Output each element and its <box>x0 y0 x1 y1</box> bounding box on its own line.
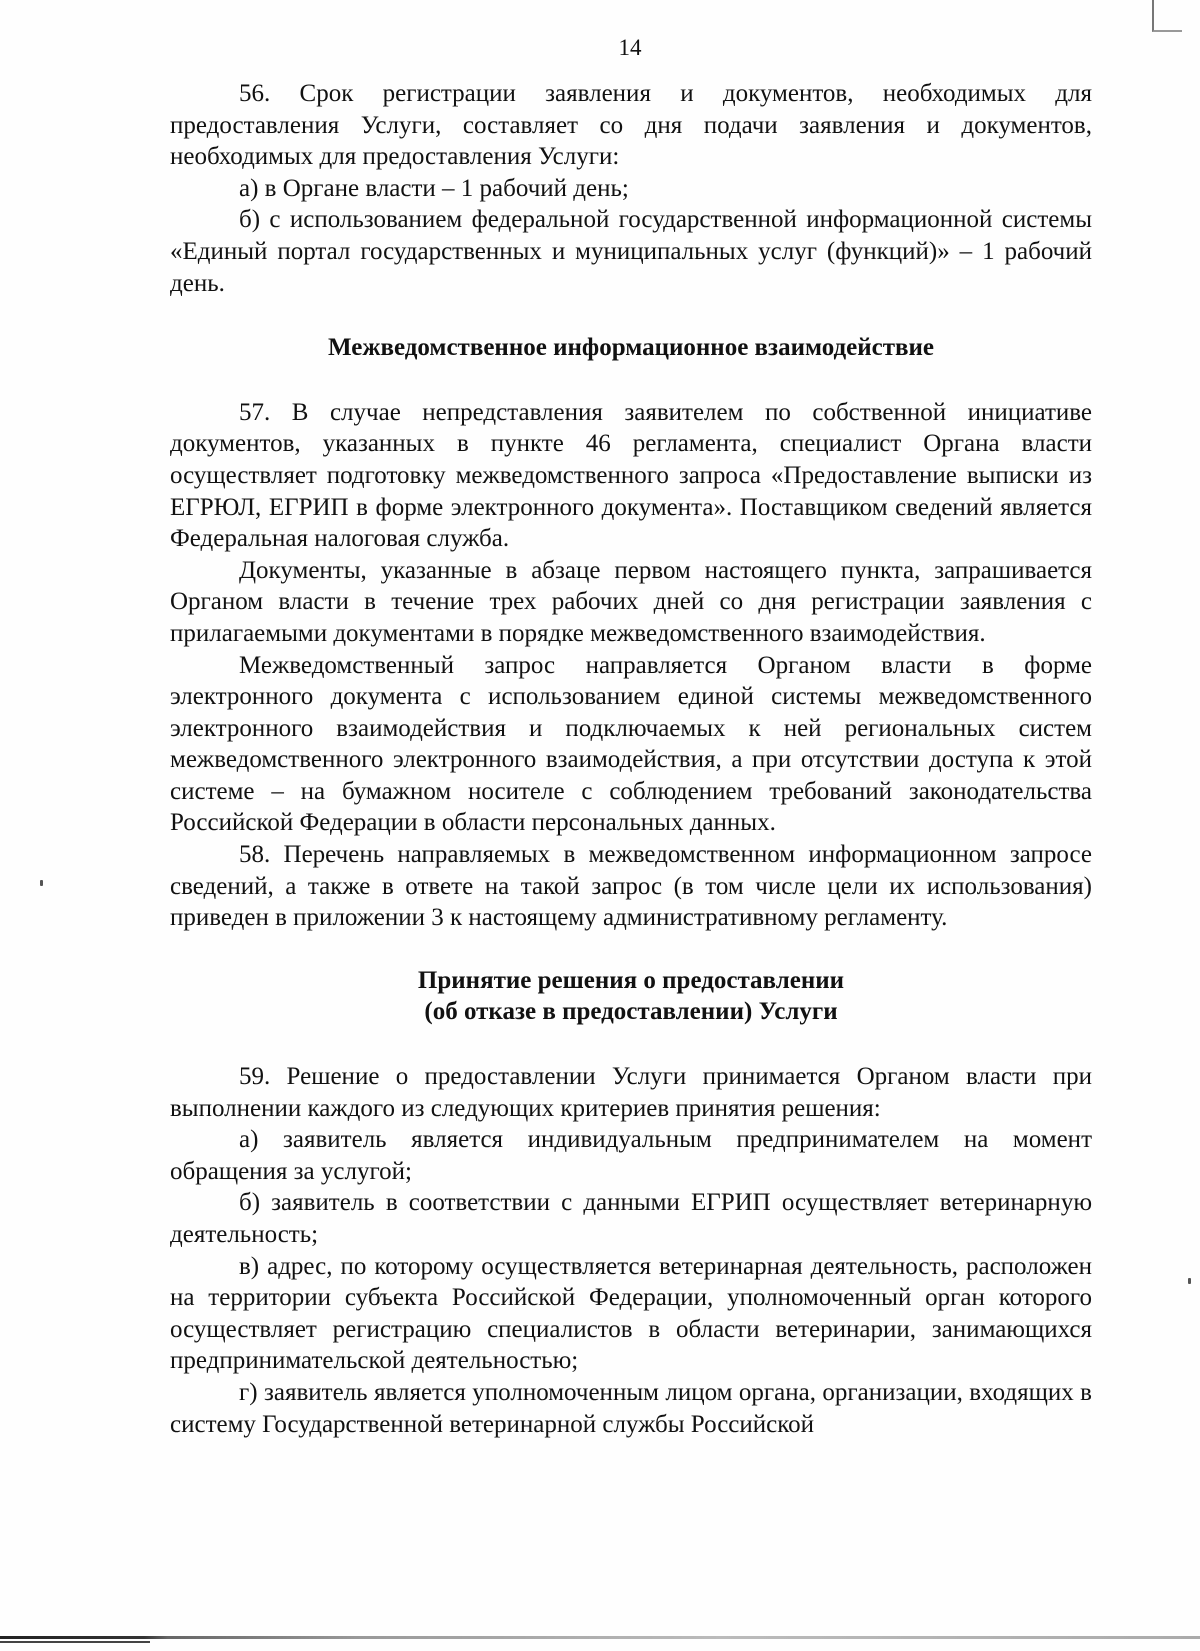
section-heading-interagency: Межведомственное информационное взаимодействие <box>328 334 934 362</box>
paragraph-57: 57. В случае непредставления заявителем по собственной инициативе документов, указанных в пункте 46 регламента, специалист Органа власти осуществляет подготовку межведомственного запроса «Предоставление выписки из ЕГРЮЛ, ЕГРИП в форме электронного документа». Поставщиком сведений является Федеральная налоговая служба. <box>170 398 1092 553</box>
page-number: 14 <box>618 35 642 60</box>
scan-bottom-edge <box>0 1636 1200 1639</box>
paragraph-56-b: б) с использованием федеральной государственной информационной системы «Единый портал государственных и муниципальных услуг (функций)» – 1 рабочий день. <box>170 206 1092 297</box>
paragraph-59-b: б) заявитель в соответствии с данными ЕГРИП осуществляет ветеринарную деятельность; <box>170 1189 1092 1248</box>
paragraph-59-a: а) заявитель является индивидуальным предпринимателем на момент обращения за услугой; <box>170 1126 1092 1185</box>
paragraph-59-g: г) заявитель является уполномоченным лицом органа, организации, входящих в систему Государственной ветеринарной службы Российской <box>170 1378 1092 1438</box>
section-heading-decision-line-1: Принятие решения о предоставлении <box>417 966 845 994</box>
section-heading-decision <box>170 965 1092 1028</box>
paragraph-58: 58. Перечень направляемых в межведомственном информационном запросе сведений, а также в ответе на такой запрос (в том числе цели их использования) приведен в приложении 3 к настоящему административному регламенту. <box>170 841 1092 932</box>
scan-speck <box>1188 1278 1191 1284</box>
scan-speck <box>40 880 43 886</box>
paragraph-56-a: а) в Органе власти – 1 рабочий день; <box>239 174 629 202</box>
paragraph-57-request: Межведомственный запрос направляется Органом власти в форме электронного документа с использованием единой системы межведомственного электронного взаимодействия и подключаемых к ней региональных систем межведомственного электронного взаимодействия, а при отсутствии доступа к этой системе – на бумажном носителе с соблюдением требований законодательства Российской Федерации в области персональных данных. <box>170 651 1092 837</box>
scan-bottom-edge-shadow <box>0 1641 150 1643</box>
paragraph-59: 59. Решение о предоставлении Услуги принимается Органом власти при выполнении каждого из следующих критериев принятия решения: <box>170 1063 1092 1122</box>
scan-edge-mark <box>1152 0 1182 32</box>
paragraph-59-v: в) адрес, по которому осуществляется ветеринарная деятельность, расположен на территории субъекта Российской Федерации, уполномоченный орган которого осуществляет регистрацию специалистов в области ветеринарии, занимающихся предпринимательской деятельностью; <box>170 1252 1092 1375</box>
paragraph-56: 56. Срок регистрации заявления и документов, необходимых для предоставления Услуги, составляет со дня подачи заявления и документов, необходимых для предоставления Услуги: <box>170 80 1092 171</box>
paragraph-57-documents: Документы, указанные в абзаце первом настоящего пункта, запрашивается Органом власти в течение трех рабочих дней со дня регистрации заявления с прилагаемыми документами в порядке межведомственного взаимодействия. <box>170 556 1092 647</box>
document-body <box>170 78 1092 1440</box>
section-heading-decision-line-2: (об отказе в предоставлении) Услуги <box>424 998 838 1026</box>
